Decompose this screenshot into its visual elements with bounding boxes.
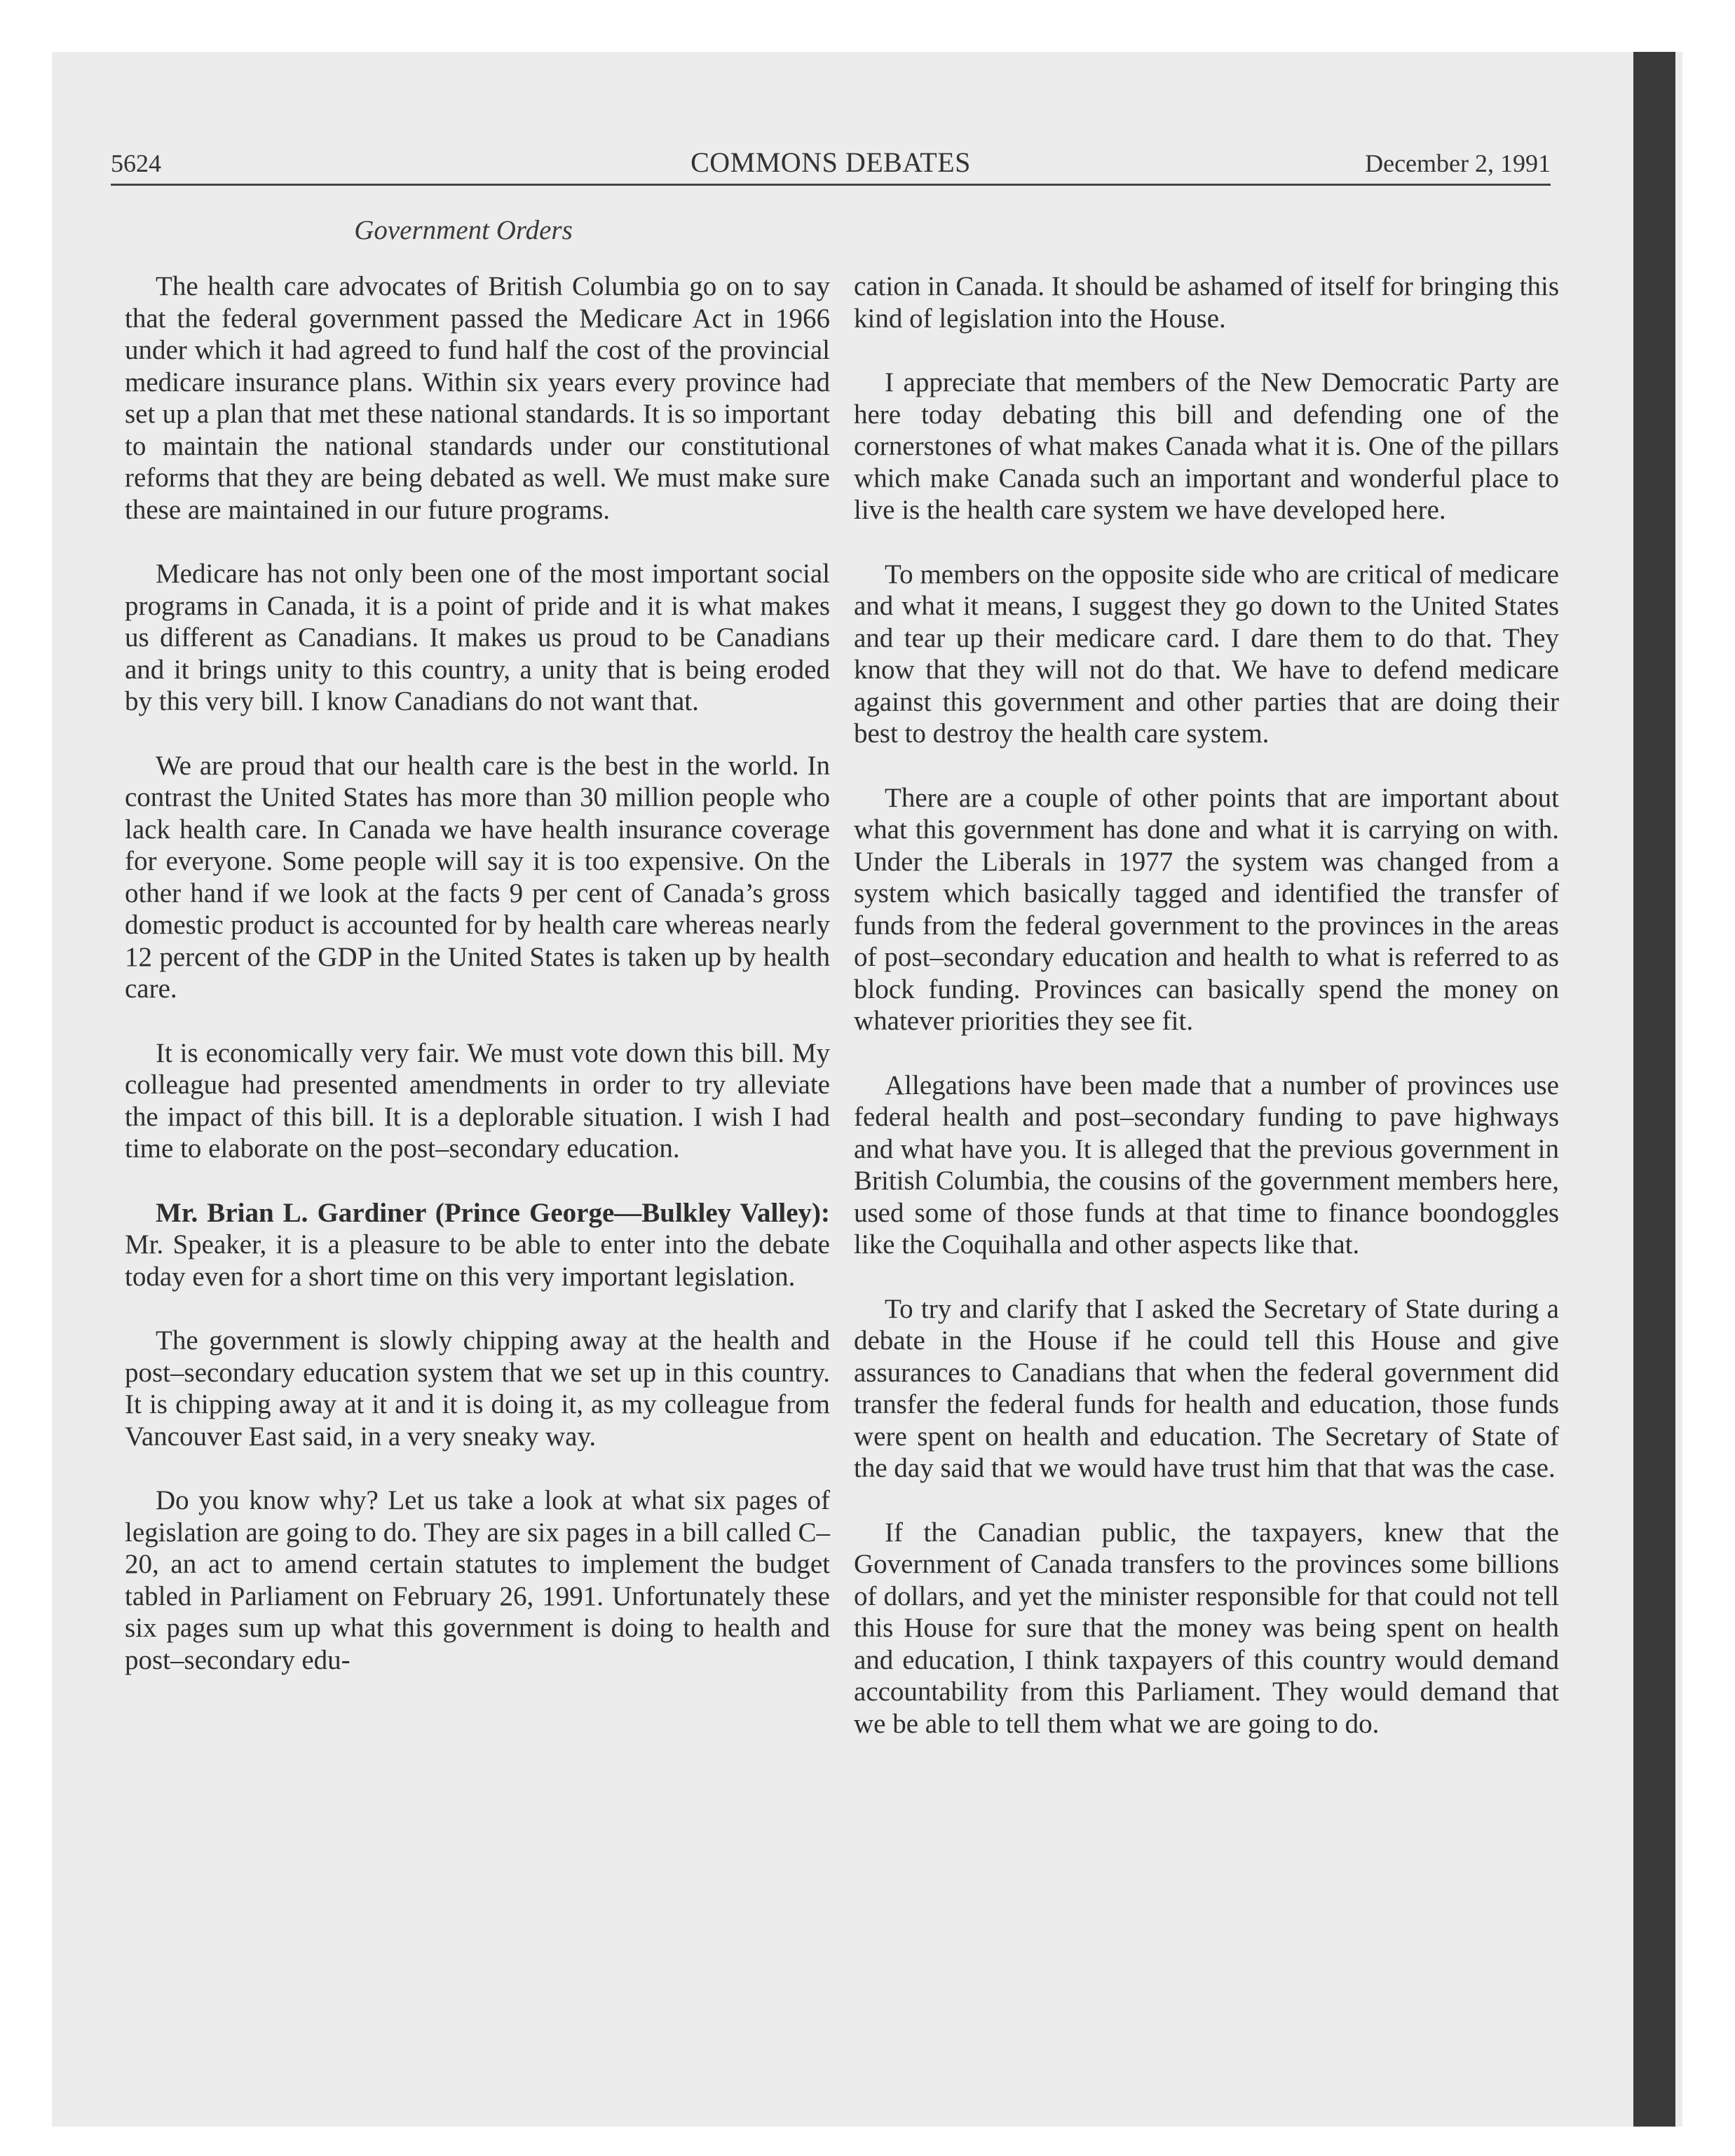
left-column — [125, 271, 830, 1708]
paragraph: If the Canadian public, the taxpayers, knew that the Government of Canada transfers to the provinces some billions of dollars, and yet the minister responsible for that could not tell this House for sure that the money was being spent on health and education, I think taxpayers of this country would demand accountability from this Parliament. They would demand that we be able to tell them what we are going to do. — [854, 1517, 1559, 1739]
paragraph-continued: cation in Canada. It should be ashamed of itself for bringing this kind of legislation into the House. — [854, 271, 1559, 334]
running-header — [111, 142, 1551, 184]
header-rule — [111, 184, 1551, 186]
paragraph: It is economically very fair. We must vote down this bill. My colleague had presented amendments in order to try alleviate the impact of this bill. It is a deplorable situation. I wish I had time to elaborate on the post–secondary education. — [125, 1037, 830, 1164]
paragraph: Allegations have been made that a number of provinces use federal health and post–secondary funding to pave highways and what have you. It is alleged that the previous government in British Columbia, the cousins of the government members here, used some of those funds at that time to finance boondoggles like the Coquihalla and other aspects like that. — [854, 1070, 1559, 1260]
paragraph: I appreciate that members of the New Democratic Party are here today debating this bill and defending one of the cornerstones of what makes Canada what it is. One of the pillars which make Canada such an important and wonderful place to live is the health care system we have developed here. — [854, 367, 1559, 525]
speaker-name: Mr. Brian L. Gardiner (Prince George—Bulkley Valley): — [156, 1197, 830, 1228]
publication-date: December 2, 1991 — [1365, 149, 1551, 177]
paragraph: Do you know why? Let us take a look at what six pages of legislation are going to do. They are six pages in a bill called C–20, an act to amend certain statutes to implement the budget tabled in Parliament on February 26, 1991. Unfortunately these six pages sum up what this government is doing to health and post–secondary edu- — [125, 1485, 830, 1675]
right-column — [854, 271, 1559, 1772]
paragraph: The health care advocates of British Columbia go on to say that the federal government passed the Medicare Act in 1966 under which it had agreed to fund half the cost of the provincial medicare insurance plans. Within six years every province had set up a plan that met these national standards. It is so important to maintain the national standards under our constitutional reforms that they are being debated as well. We must make sure these are maintained in our future programs. — [125, 271, 830, 525]
paragraph: We are proud that our health care is the best in the world. In contrast the United States has more than 30 million people who lack health care. In Canada we have health insurance coverage for everyone. Some people will say it is too expensive. On the other hand if we look at the facts 9 per cent of Canada’s gross domestic product is accounted for by health care whereas nearly 12 percent of the GDP in the United States is taken up by health care. — [125, 750, 830, 1004]
paragraph: The government is slowly chipping away at the health and post–secondary education system that we set up in this country. It is chipping away at it and it is doing it, as my colleague from Vancouver East said, in a very sneaky way. — [125, 1325, 830, 1452]
paragraph: Medicare has not only been one of the most important social programs in Canada, it is a point of pride and it is what makes us different as Canadians. It makes us proud to be Canadians and it brings unity to this country, a unity that is being eroded by this very bill. I know Canadians do not want that. — [125, 559, 830, 716]
paragraph: To members on the opposite side who are critical of medicare and what it means, I suggest they go down to the United States and tear up their medicare card. I dare them to do that. They know that they will not do that. We have to defend medicare against this government and other parties that are doing their best to destroy the health care system. — [854, 559, 1559, 749]
speaker-paragraph — [125, 1197, 830, 1293]
paragraph: To try and clarify that I asked the Secretary of State during a debate in the House if he could tell this House and give assurances to Canadians that when the federal government did transfer the federal funds for health and education, those funds were spent on health and education. The Secretary of State of the day said that we would have trust him that that was the case. — [854, 1293, 1559, 1483]
scan-edge-shadow — [1633, 52, 1675, 2127]
section-heading: Government Orders — [354, 215, 573, 245]
page-number: 5624 — [111, 149, 161, 177]
speaker-text: Mr. Speaker, it is a pleasure to be able to enter into the debate today even for a short time on this very important legislation. — [125, 1229, 830, 1292]
publication-title: COMMONS DEBATES — [690, 146, 971, 178]
paragraph: There are a couple of other points that are important about what this government has done and what it is carrying on with. Under the Liberals in 1977 the system was changed from a system which basically tagged and identified the transfer of funds from the federal government to the provinces in the areas of post–secondary education and health to what is referred to as block funding. Provinces can basically spend the money on whatever priorities they see fit. — [854, 782, 1559, 1036]
